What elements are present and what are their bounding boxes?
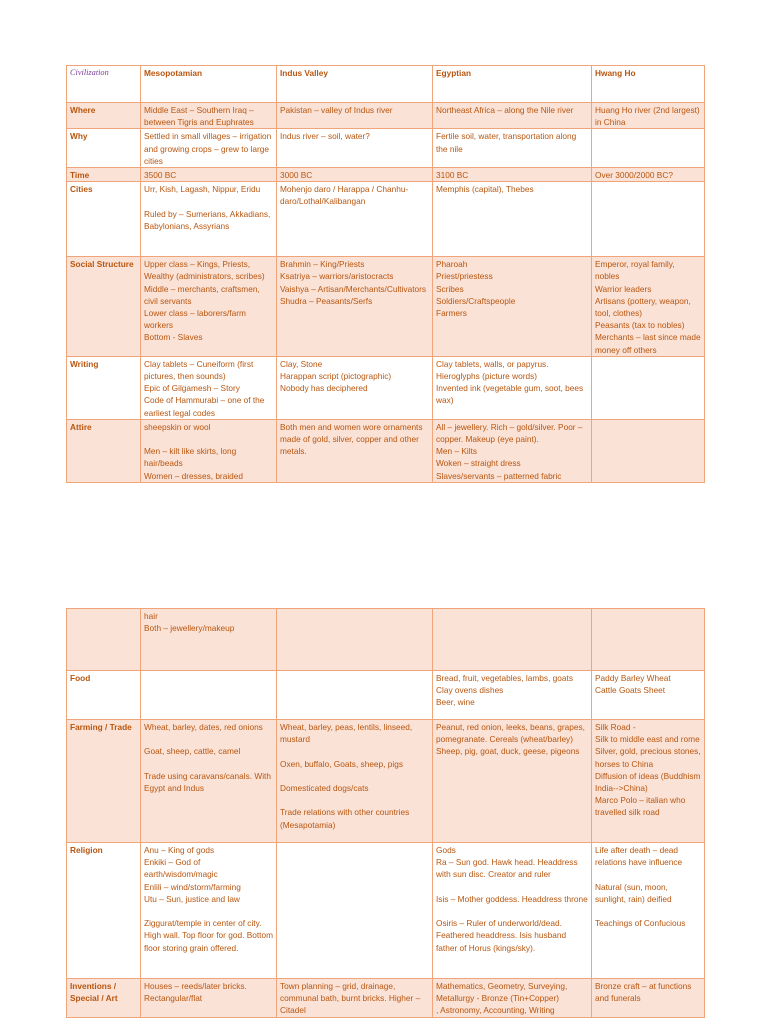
column-header-egyptian: Egyptian — [433, 66, 592, 103]
table-cell — [592, 182, 705, 257]
table-cell: Bread, fruit, vegetables, lambs, goats Clay ovens dishes Beer, wine — [433, 671, 592, 720]
table-cell: Huang Ho river (2nd largest) in China — [592, 103, 705, 129]
table-cell: Fertile soil, water, transportation along the nile — [433, 129, 592, 168]
column-header-mesopotamian: Mesopotamian — [141, 66, 277, 103]
table-cell: Silk Road - Silk to middle east and rome Silver, gold, precious stones, horses to China Diffusion of ideas (Buddhism India-->China) Marco Polo – italian who travelled silk road — [592, 720, 705, 843]
table-cell: 3000 BC — [277, 168, 433, 182]
table-cell: Clay tablets – Cuneiform (first pictures, then sounds) Epic of Gilgamesh – Story Code of Hammurabi – one of the earliest legal codes — [141, 356, 277, 419]
table-cell: Brahmin – King/Priests Ksatriya – warriors/aristocracts Vaishya – Artisan/Merchants/Cultivators Shudra – Peasants/Serfs — [277, 257, 433, 357]
table-cell: Mohenjo daro / Harappa / Chanhu-daro/Lothal/Kalibangan — [277, 182, 433, 257]
table-cell: Pakistan – valley of Indus river — [277, 103, 433, 129]
table-cell: Both men and women wore ornaments made of gold, silver, copper and other metals. — [277, 419, 433, 482]
table-cell: Wheat, barley, dates, red onions Goat, sheep, cattle, camel Trade using caravans/canals. With Egypt and Indus — [141, 720, 277, 843]
row-label: Inventions / Special / Art — [67, 979, 141, 1018]
table-cell: Wheat, barley, peas, lentils, linseed, mustard Oxen, buffalo, Goats, sheep, pigs Domesticated dogs/cats Trade relations with other countries (Mesapotamia) — [277, 720, 433, 843]
table-cell: Over 3000/2000 BC? — [592, 168, 705, 182]
table-cell: 3500 BC — [141, 168, 277, 182]
row-label: Time — [67, 168, 141, 182]
row-label: Where — [67, 103, 141, 129]
table-row-why — [67, 129, 705, 168]
row-label: Farming / Trade — [67, 720, 141, 843]
table-row-writing — [67, 356, 705, 419]
table-cell: Middle East – Southern Iraq – between Tigris and Euphrates — [141, 103, 277, 129]
table-cell: Urr, Kish, Lagash, Nippur, Eridu Ruled by – Sumerians, Akkadians, Babylonians, Assyrians — [141, 182, 277, 257]
table-cell: Clay tablets, walls, or papyrus. Hieroglyphs (picture words) Invented ink (vegetable gum, soot, bees wax) — [433, 356, 592, 419]
row-label: Social Structure — [67, 257, 141, 357]
table-cell: Paddy Barley Wheat Cattle Goats Sheet — [592, 671, 705, 720]
row-label: Food — [67, 671, 141, 720]
table-cell: Pharoah Priest/priestess Scribes Soldiers/Craftspeople Farmers — [433, 257, 592, 357]
table-cell: Settled in small villages – irrigation and growing crops – grew to large cities — [141, 129, 277, 168]
table-cell — [592, 129, 705, 168]
table-cell: Indus river – soil, water? — [277, 129, 433, 168]
table-cell — [592, 356, 705, 419]
table-row-social-structure — [67, 257, 705, 357]
table-cell — [277, 843, 433, 979]
column-header-indus-valley: Indus Valley — [277, 66, 433, 103]
table-cell — [277, 609, 433, 671]
table-cell: Bronze craft – at functions and funerals — [592, 979, 705, 1018]
row-label: Religion — [67, 843, 141, 979]
row-label: Attire — [67, 419, 141, 482]
table-cell: Life after death – dead relations have influence Natural (sun, moon, sunlight, rain) deified Teachings of Confucious — [592, 843, 705, 979]
table-cell: Anu – King of gods Enkiki – God of earth/wisdom/magic Enlili – wind/storm/farming Utu – Sun, justice and law Ziggurat/temple in center of city. High wall. Top floor for god. Bottom floor storing grain offered. — [141, 843, 277, 979]
table-cell: Emperor, royal family, nobles Warrior leaders Artisans (pottery, weapon, tool, clothes) Peasants (tax to nobles) Merchants – last since made money off others — [592, 257, 705, 357]
civilization-table-page1 — [66, 65, 705, 483]
table-cell: hair Both – jewellery/makeup — [141, 609, 277, 671]
row-label — [67, 609, 141, 671]
table-row-attire-continued — [67, 609, 705, 671]
row-label: Cities — [67, 182, 141, 257]
table-row-farming-trade — [67, 720, 705, 843]
table-cell: Gods Ra – Sun god. Hawk head. Headdress with sun disc. Creator and ruler Isis – Mother goddess. Headdress throne Osiris – Ruler of underworld/dead. Feathered headdress. Isis husband father of Horus (kings/sky). — [433, 843, 592, 979]
civilization-header: Civilization — [67, 66, 141, 103]
table-row-where — [67, 103, 705, 129]
column-header-hwang-ho: Hwang Ho — [592, 66, 705, 103]
table-cell — [592, 419, 705, 482]
table-cell — [592, 609, 705, 671]
table-cell — [277, 671, 433, 720]
row-label: Writing — [67, 356, 141, 419]
table-cell — [433, 609, 592, 671]
table-row-inventions — [67, 979, 705, 1018]
table-cell: Northeast Africa – along the Nile river — [433, 103, 592, 129]
table-row-cities — [67, 182, 705, 257]
table-row-attire — [67, 419, 705, 482]
table-cell: Mathematics, Geometry, Surveying, Metallurgy - Bronze (Tin+Copper) , Astronomy, Accounting, Writing — [433, 979, 592, 1018]
table-cell: Town planning – grid, drainage, communal bath, burnt bricks. Higher – Citadel — [277, 979, 433, 1018]
table-cell: Houses – reeds/later bricks. Rectangular/flat — [141, 979, 277, 1018]
table-cell: 3100 BC — [433, 168, 592, 182]
table-row-religion — [67, 843, 705, 979]
table-cell: Peanut, red onion, leeks, beans, grapes, pomegranate. Cereals (wheat/barley) Sheep, pig, goat, duck, geese, pigeons — [433, 720, 592, 843]
table-cell: Clay, Stone Harappan script (pictographic) Nobody has deciphered — [277, 356, 433, 419]
header-row — [67, 66, 705, 103]
table-cell: Upper class – Kings, Priests, Wealthy (administrators, scribes) Middle – merchants, craftsmen, civil servants Lower class – laborers/farm workers Bottom - Slaves — [141, 257, 277, 357]
table-row-time — [67, 168, 705, 182]
table-cell: Memphis (capital), Thebes — [433, 182, 592, 257]
table-cell: All – jewellery. Rich – gold/silver. Poor – copper. Makeup (eye paint). Men – Kilts Woken – straight dress Slaves/servants – patterned fabric — [433, 419, 592, 482]
table-cell — [141, 671, 277, 720]
table-cell: sheepskin or wool Men – kilt like skirts, long hair/beads Women – dresses, braided — [141, 419, 277, 482]
table-row-food — [67, 671, 705, 720]
row-label: Why — [67, 129, 141, 168]
civilization-table-page2 — [66, 608, 705, 1018]
